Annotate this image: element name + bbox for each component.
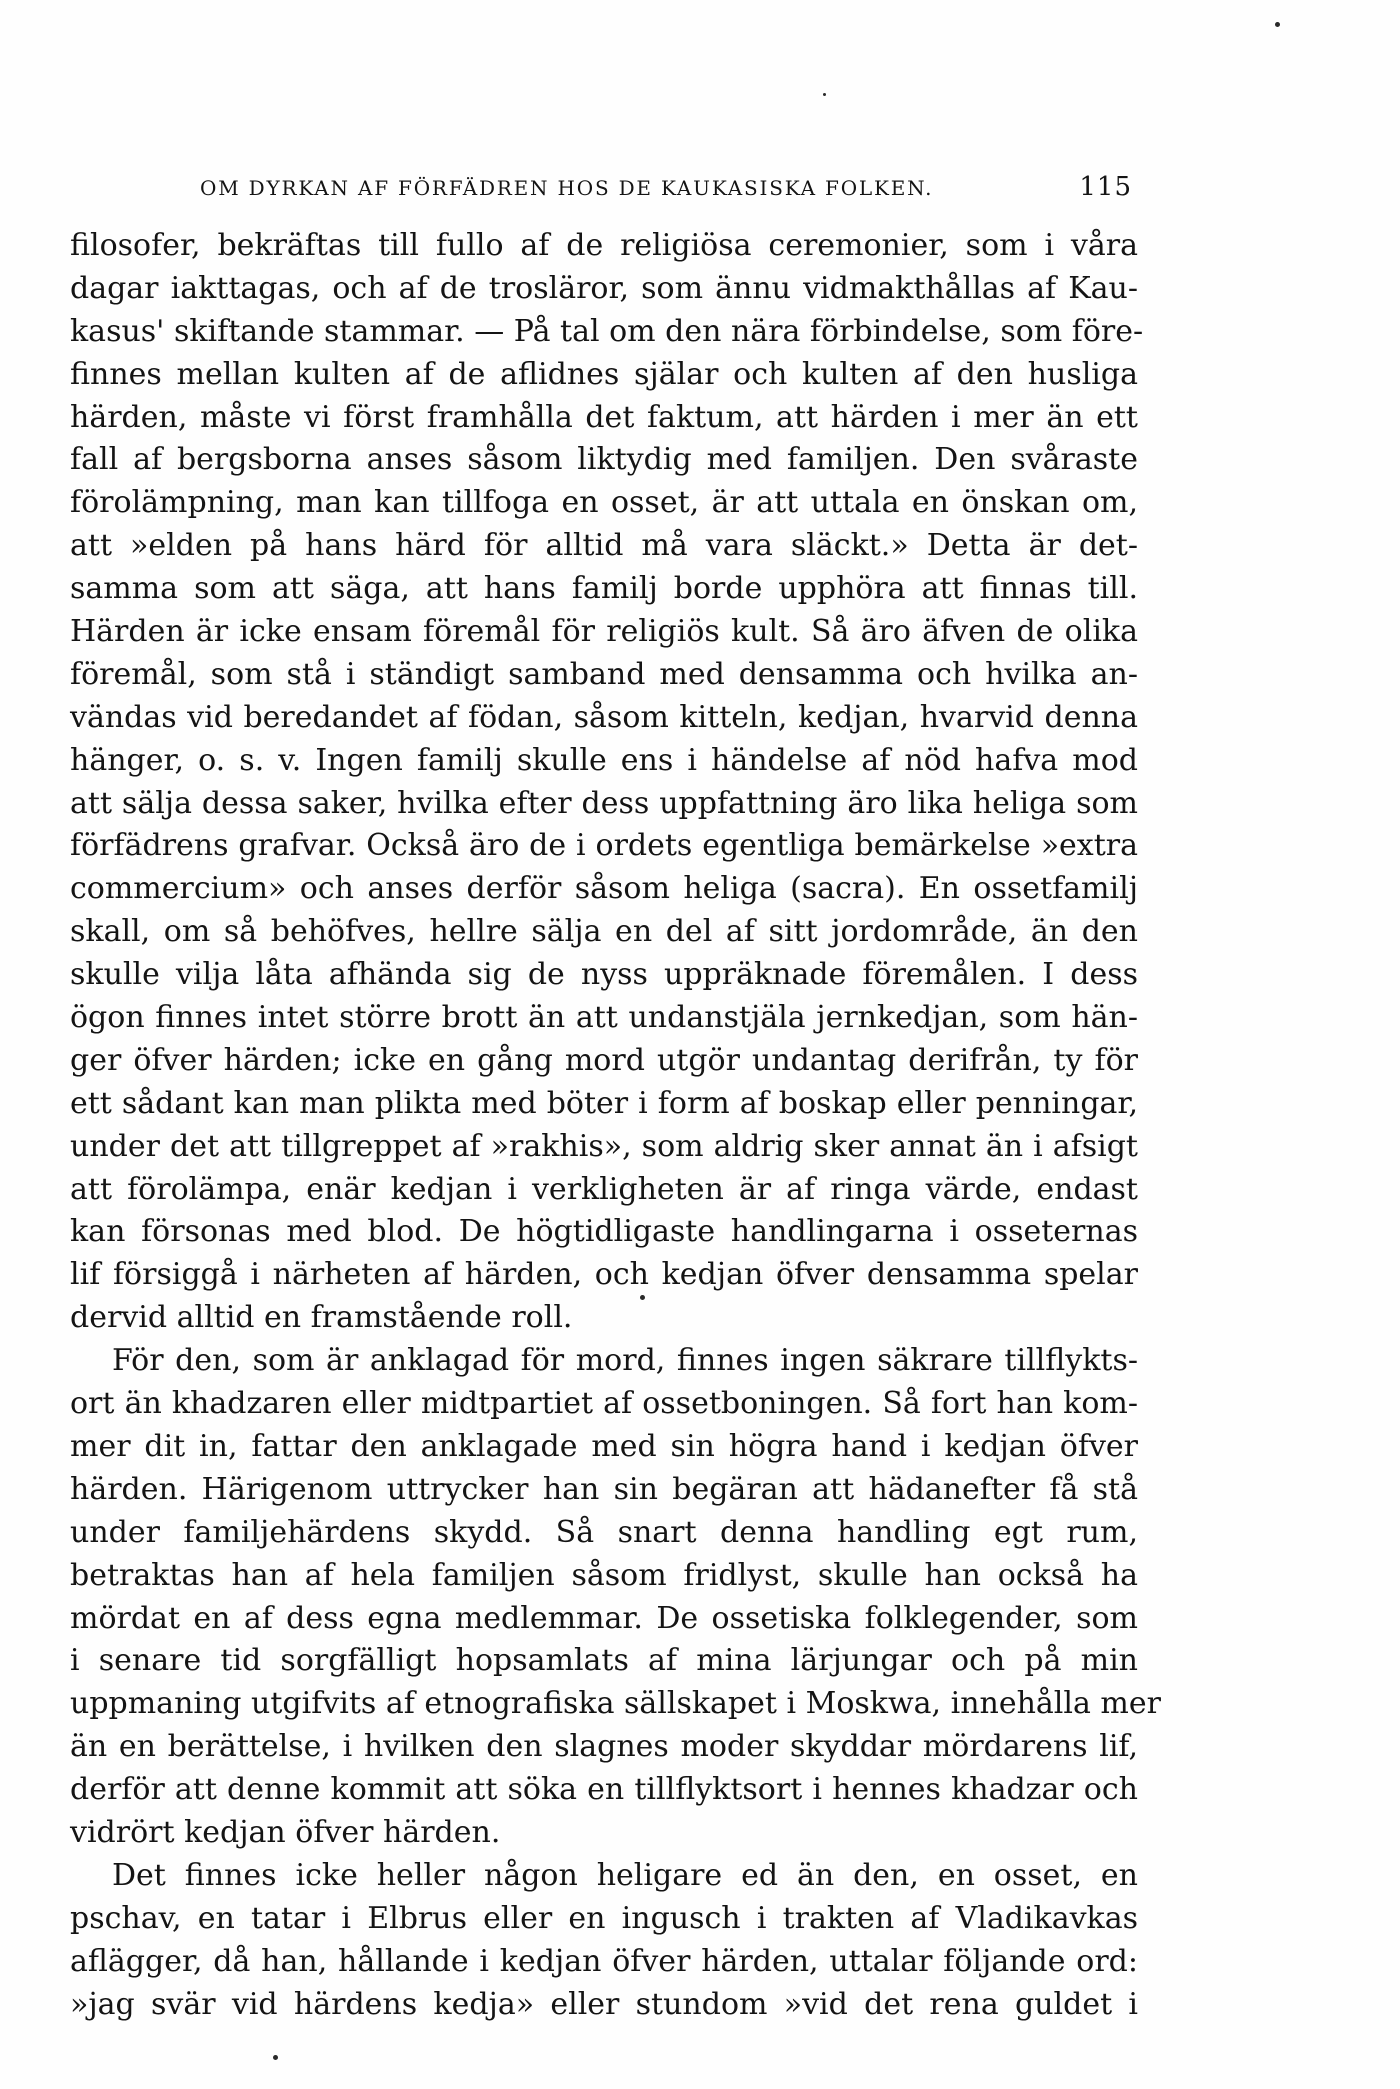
text-line: härden. Härigenom uttrycker han sin begäran att hädanefter få stå [70, 1471, 1138, 1507]
text-line: att sälja dessa saker, hvilka efter dess uppfattning äro lika heliga som [70, 785, 1138, 821]
text-line: mördat en af dess egna medlemmar. De ossetiska folklegender, som [70, 1600, 1138, 1636]
ink-speck [823, 93, 826, 96]
paragraph-start-line: För den, som är anklagad för mord, finnes ingen säkrare tillflykts- [112, 1343, 1138, 1379]
text-line: dagar iakttagas, och af de trosläror, som ännu vidmakthållas af Kau- [70, 270, 1138, 306]
text-line: ger öfver härden; icke en gång mord utgör undantag derifrån, ty för [70, 1042, 1138, 1078]
text-line: ett sådant kan man plikta med böter i form af boskap eller penningar, [70, 1085, 1138, 1121]
paragraph-start-line: Det finnes icke heller någon heligare ed än den, en osset, en [112, 1857, 1138, 1893]
text-line: »jag svär vid härdens kedja» eller stundom »vid det rena guldet i [70, 1986, 1138, 2022]
text-line: filosofer, bekräftas till fullo af de religiösa ceremonier, som i våra [70, 228, 1138, 263]
text-line: att förolämpa, enär kedjan i verkligheten är af ringa värde, endast [70, 1171, 1138, 1207]
text-line: lif försiggå i närheten af härden, och kedjan öfver densamma spelar [70, 1257, 1138, 1293]
text-line: hänger, o. s. v. Ingen familj skulle ens i händelse af nöd hafva mod [70, 742, 1138, 778]
text-line: i senare tid sorgfälligt hopsamlats af mina lärjungar och på min [70, 1643, 1138, 1679]
text-line: under det att tillgreppet af »rakhis», som aldrig sker annat än i afsigt [70, 1128, 1138, 1164]
text-line: finnes mellan kulten af de aflidnes själar och kulten af den husliga [70, 356, 1138, 392]
text-line: fall af bergsborna anses såsom liktydig med familjen. Den svåraste [70, 442, 1138, 478]
text-line: samma som att säga, att hans familj borde upphöra att finnas till. [70, 571, 1138, 607]
text-line: under familjehärdens skydd. Så snart denna handling egt rum, [70, 1514, 1138, 1550]
text-line: kan försonas med blod. De högtidligaste handlingarna i osseternas [70, 1214, 1138, 1250]
text-line: föremål, som stå i ständigt samband med densamma och hvilka an- [70, 656, 1138, 692]
text-line: skulle vilja låta afhända sig de nyss uppräknade föremålen. I dess [70, 957, 1138, 993]
running-header [190, 170, 1138, 210]
text-line: härden, måste vi först framhålla det faktum, att härden i mer än ett [70, 399, 1138, 435]
text-line: uppmaning utgifvits af etnografiska sällskapet i Moskwa, innehålla mer [70, 1686, 1161, 1722]
ink-speck [1275, 22, 1280, 27]
text-line: Härden är icke ensam föremål för religiös kult. Så äro äfven de olika [70, 614, 1138, 650]
text-line: derför att denne kommit att söka en tillflyktsort i hennes khadzar och [70, 1772, 1138, 1808]
text-line: ögon finnes intet större brott än att undanstjäla jernkedjan, som hän- [70, 1000, 1138, 1036]
text-line: att »elden på hans härd för alltid må vara släckt.» Detta är det- [70, 528, 1138, 564]
text-line: vändas vid beredandet af födan, såsom kitteln, kedjan, hvarvid denna [70, 699, 1138, 735]
text-line: pschav, en tatar i Elbrus eller en ingusch i trakten af Vladikavkas [70, 1900, 1138, 1936]
ink-speck [273, 2055, 278, 2060]
text-line: commercium» och anses derför såsom heliga (sacra). En ossetfamilj [70, 871, 1138, 907]
paragraph-end-line: dervid alltid en framstående roll. [70, 1300, 573, 1336]
page-number: 115 [1079, 172, 1132, 202]
text-line: förolämpning, man kan tillfoga en osset, är att uttala en önskan om, [70, 485, 1138, 521]
text-line: aflägger, då han, hållande i kedjan öfver härden, uttalar följande ord: [70, 1943, 1138, 1979]
body-text [70, 225, 1161, 2026]
text-line: skall, om så behöfves, hellre sälja en del af sitt jordområde, än den [70, 914, 1138, 950]
text-line: ort än khadzaren eller midtpartiet af ossetboningen. Så fort han kom- [70, 1386, 1138, 1422]
text-line: kasus' skiftande stammar. — På tal om den nära förbindelse, som före- [70, 313, 1144, 349]
text-line: mer dit in, fattar den anklagade med sin högra hand i kedjan öfver [70, 1428, 1138, 1464]
paragraph-end-line: vidrört kedjan öfver härden. [70, 1814, 501, 1850]
text-line: förfädrens grafvar. Också äro de i ordets egentliga bemärkelse »extra [70, 828, 1138, 864]
running-title: OM DYRKAN AF FÖRFÄDREN HOS DE KAUKASISKA FOLKEN. [200, 176, 934, 200]
text-line: än en berättelse, i hvilken den slagnes moder skyddar mördarens lif, [70, 1729, 1138, 1765]
text-line: betraktas han af hela familjen såsom fridlyst, skulle han också ha [70, 1557, 1138, 1593]
